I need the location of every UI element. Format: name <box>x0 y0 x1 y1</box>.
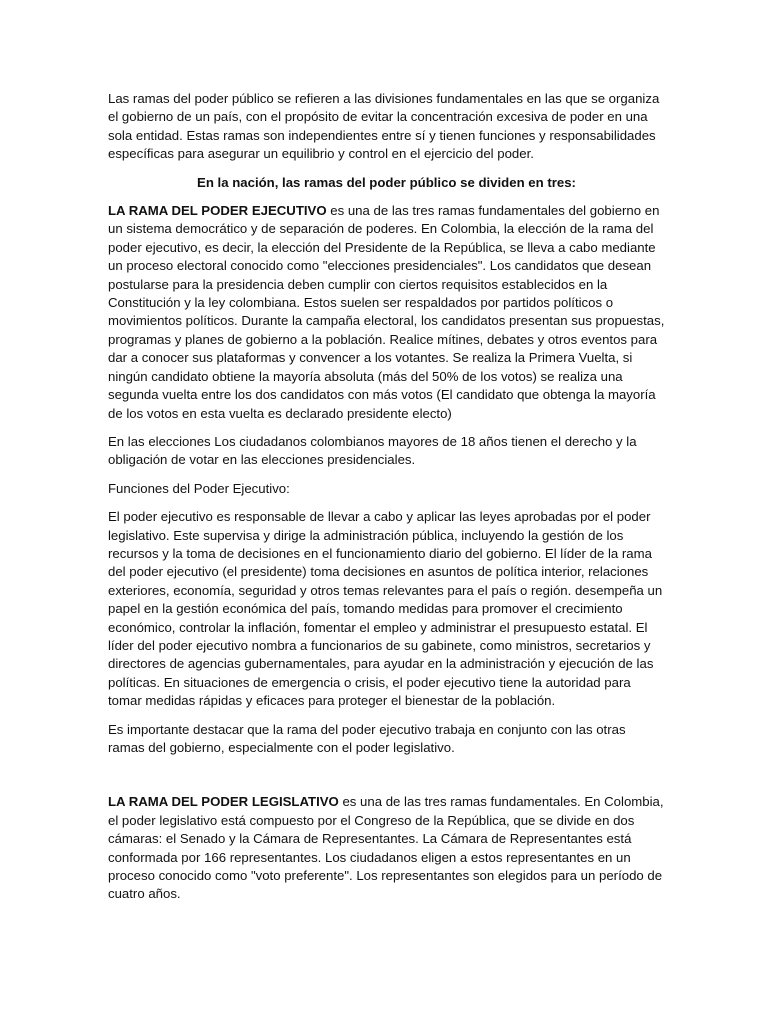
section-spacer <box>108 767 665 793</box>
legislative-body: es una de las tres ramas fundamentales. En Colombia, el poder legislativo está compuesto por el Congreso de la República, que se divide en dos cámaras: el Senado y la Cámara de Representantes. La Cámara de Representantes está conformada por 166 representantes. Los ciudadanos eligen a estos representantes en un proceso conocido como "voto preferente". Los representantes son elegidos para un período de cuatro años. <box>108 794 664 902</box>
functions-paragraph: El poder ejecutivo es responsable de llevar a cabo y aplicar las leyes aprobadas por el poder legislativo. Este supervisa y dirige la administración pública, incluyendo la gestión de los recursos y la toma de decisiones en el funcionamiento diario del gobierno. El líder de la rama del poder ejecutivo (el presidente) toma decisiones en asuntos de política interior, relaciones exteriores, economía, seguridad y otros temas relevantes para el país o región. desempeña un papel en la gestión económica del país, tomando medidas para promover el crecimiento económico, controlar la inflación, fomentar el empleo y administrar el presupuesto estatal. El líder del poder ejecutivo nombra a funcionarios de su gabinete, como ministros, secretarios y directores de agencias gubernamentales, para ayudar en la administración y ejecución de las políticas. En situaciones de emergencia o crisis, el poder ejecutivo tiene la autoridad para tomar medidas rápidas y eficaces para proteger el bienestar de la población. <box>108 509 663 709</box>
executive-body: es una de las tres ramas fundamentales del gobierno en un sistema democrático y de separación de poderes. En Colombia, la elección de la rama del poder ejecutivo, es decir, la elección del Presidente de la República, se lleva a cabo mediante un proceso electoral conocido como "elecciones presidenciales". Los candidatos que desean postularse para la presidencia deben cumplir con ciertos requisitos establecidos en la Constitución y la ley colombiana. Estos suelen ser respaldados por partidos políticos o movimientos políticos. Durante la campaña electoral, los candidatos presentan sus propuestas, programas y planes de gobierno a la población. Realice mítines, debates y otros eventos para dar a conocer sus plataformas y convencer a los votantes. Se realiza la Primera Vuelta, si ningún candidato obtiene la mayoría absoluta (más del 50% de los votos) se realiza una segunda vuelta entre los dos candidatos con más votos (El candidato que obtenga la mayoría de los votos en esta vuelta es declarado presidente electo) <box>108 203 665 421</box>
document-body <box>108 90 665 914</box>
section-heading: En la nación, las ramas del poder público se dividen en tres: <box>197 174 576 190</box>
conclusion-paragraph: Es importante destacar que la rama del poder ejecutivo trabaja en conjunto con las otras ramas del gobierno, especialmente con el poder legislativo. <box>108 721 626 755</box>
elections-paragraph: En las elecciones Los ciudadanos colombianos mayores de 18 años tienen el derecho y la obligación de votar en las elecciones presidenciales. <box>108 433 637 468</box>
functions-title: Funciones del Poder Ejecutivo: <box>108 480 290 496</box>
legislative-paragraph <box>108 793 665 903</box>
executive-lead: LA RAMA DEL PODER EJECUTIVO <box>108 203 327 219</box>
executive-paragraph <box>108 202 665 423</box>
legislative-lead: LA RAMA DEL PODER LEGISLATIVO <box>108 794 339 810</box>
intro-paragraph: Las ramas del poder público se refieren a las divisiones fundamentales en las que se organiza el gobierno de un país, con el propósito de evitar la concentración excesiva de poder en una sola entidad. Estas ramas son independientes entre sí y tienen funciones y responsabilidades específicas para asegurar un equilibrio y control en el ejercicio del poder. <box>108 91 660 162</box>
